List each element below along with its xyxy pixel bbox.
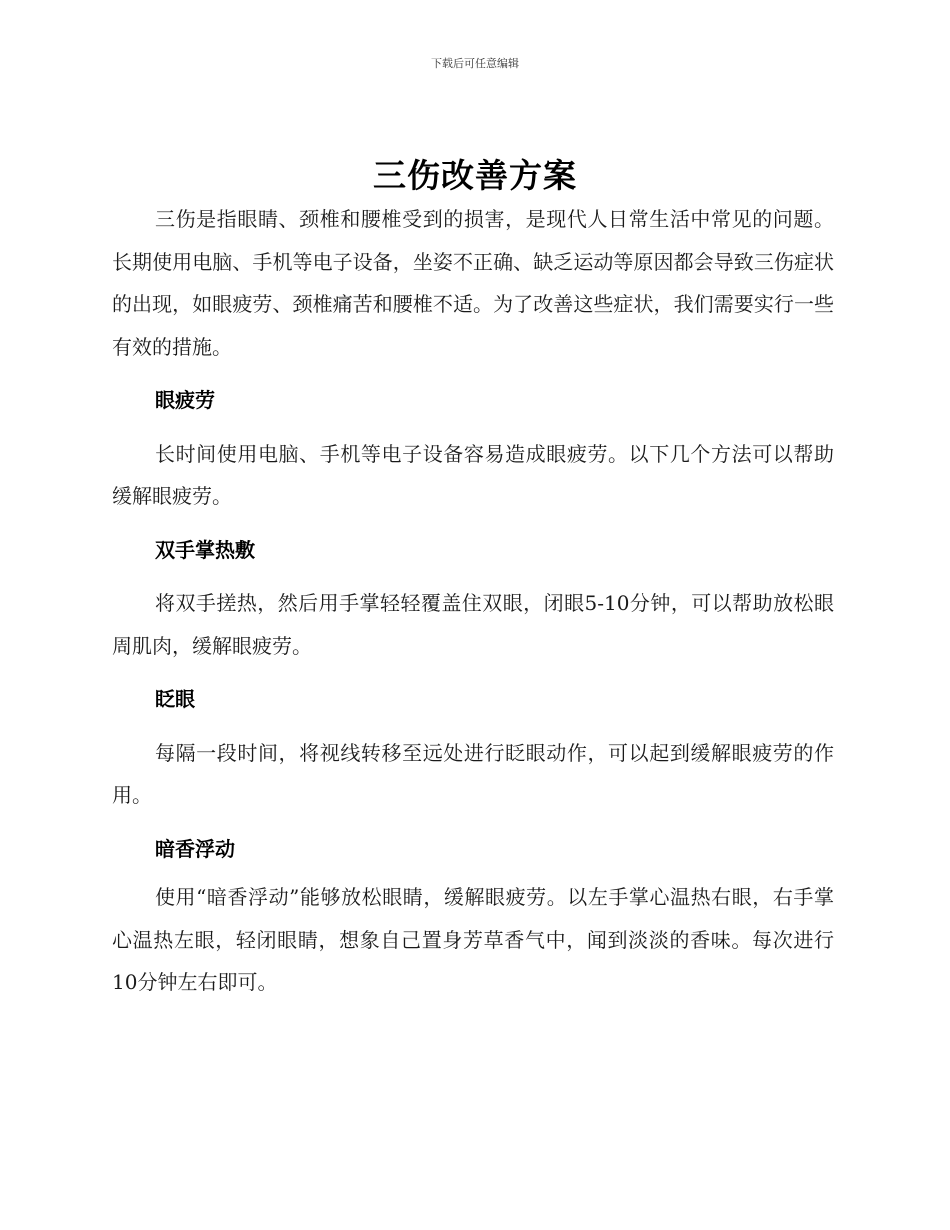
intro-paragraph: 三伤是指眼睛、颈椎和腰椎受到的损害，是现代人日常生活中常见的问题。长期使用电脑、手机等电子设备，坐姿不正确、缺乏运动等原因都会导致三伤症状的出现，如眼疲劳、颈椎痛苦和腰椎不适。为了改善这些症状，我们需要实行一些有效的措施。 bbox=[112, 207, 834, 359]
section-heading-fragrance: 暗香浮动 bbox=[155, 836, 235, 861]
document-body bbox=[112, 198, 834, 1004]
section-heading-eye-fatigue: 眼疲劳 bbox=[155, 388, 215, 412]
page-title: 三伤改善方案 bbox=[373, 156, 577, 195]
section-body-eye-fatigue: 长时间使用电脑、手机等电子设备容易造成眼疲劳。以下几个方法可以帮助缓解眼疲劳。 bbox=[112, 441, 834, 508]
section-body-blinking: 每隔一段时间，将视线转移至远处进行眨眼动作，可以起到缓解眼疲劳的作用。 bbox=[112, 740, 834, 807]
header-note: 下载后可任意编辑 bbox=[431, 57, 519, 70]
section-heading-palm-compress: 双手掌热敷 bbox=[155, 537, 255, 562]
section-body-palm-compress: 将双手搓热，然后用手掌轻轻覆盖住双眼，闭眼5-10分钟，可以帮助放松眼周肌肉，缓解眼疲劳。 bbox=[112, 591, 834, 658]
section-body-fragrance: 使用“暗香浮动”能够放松眼睛，缓解眼疲劳。以左手掌心温热右眼，右手掌心温热左眼，轻闭眼睛，想象自己置身芳草香气中，闻到淡淡的香味。每次进行10分钟左右即可。 bbox=[112, 885, 834, 994]
section-heading-blinking: 眨眼 bbox=[155, 687, 195, 711]
